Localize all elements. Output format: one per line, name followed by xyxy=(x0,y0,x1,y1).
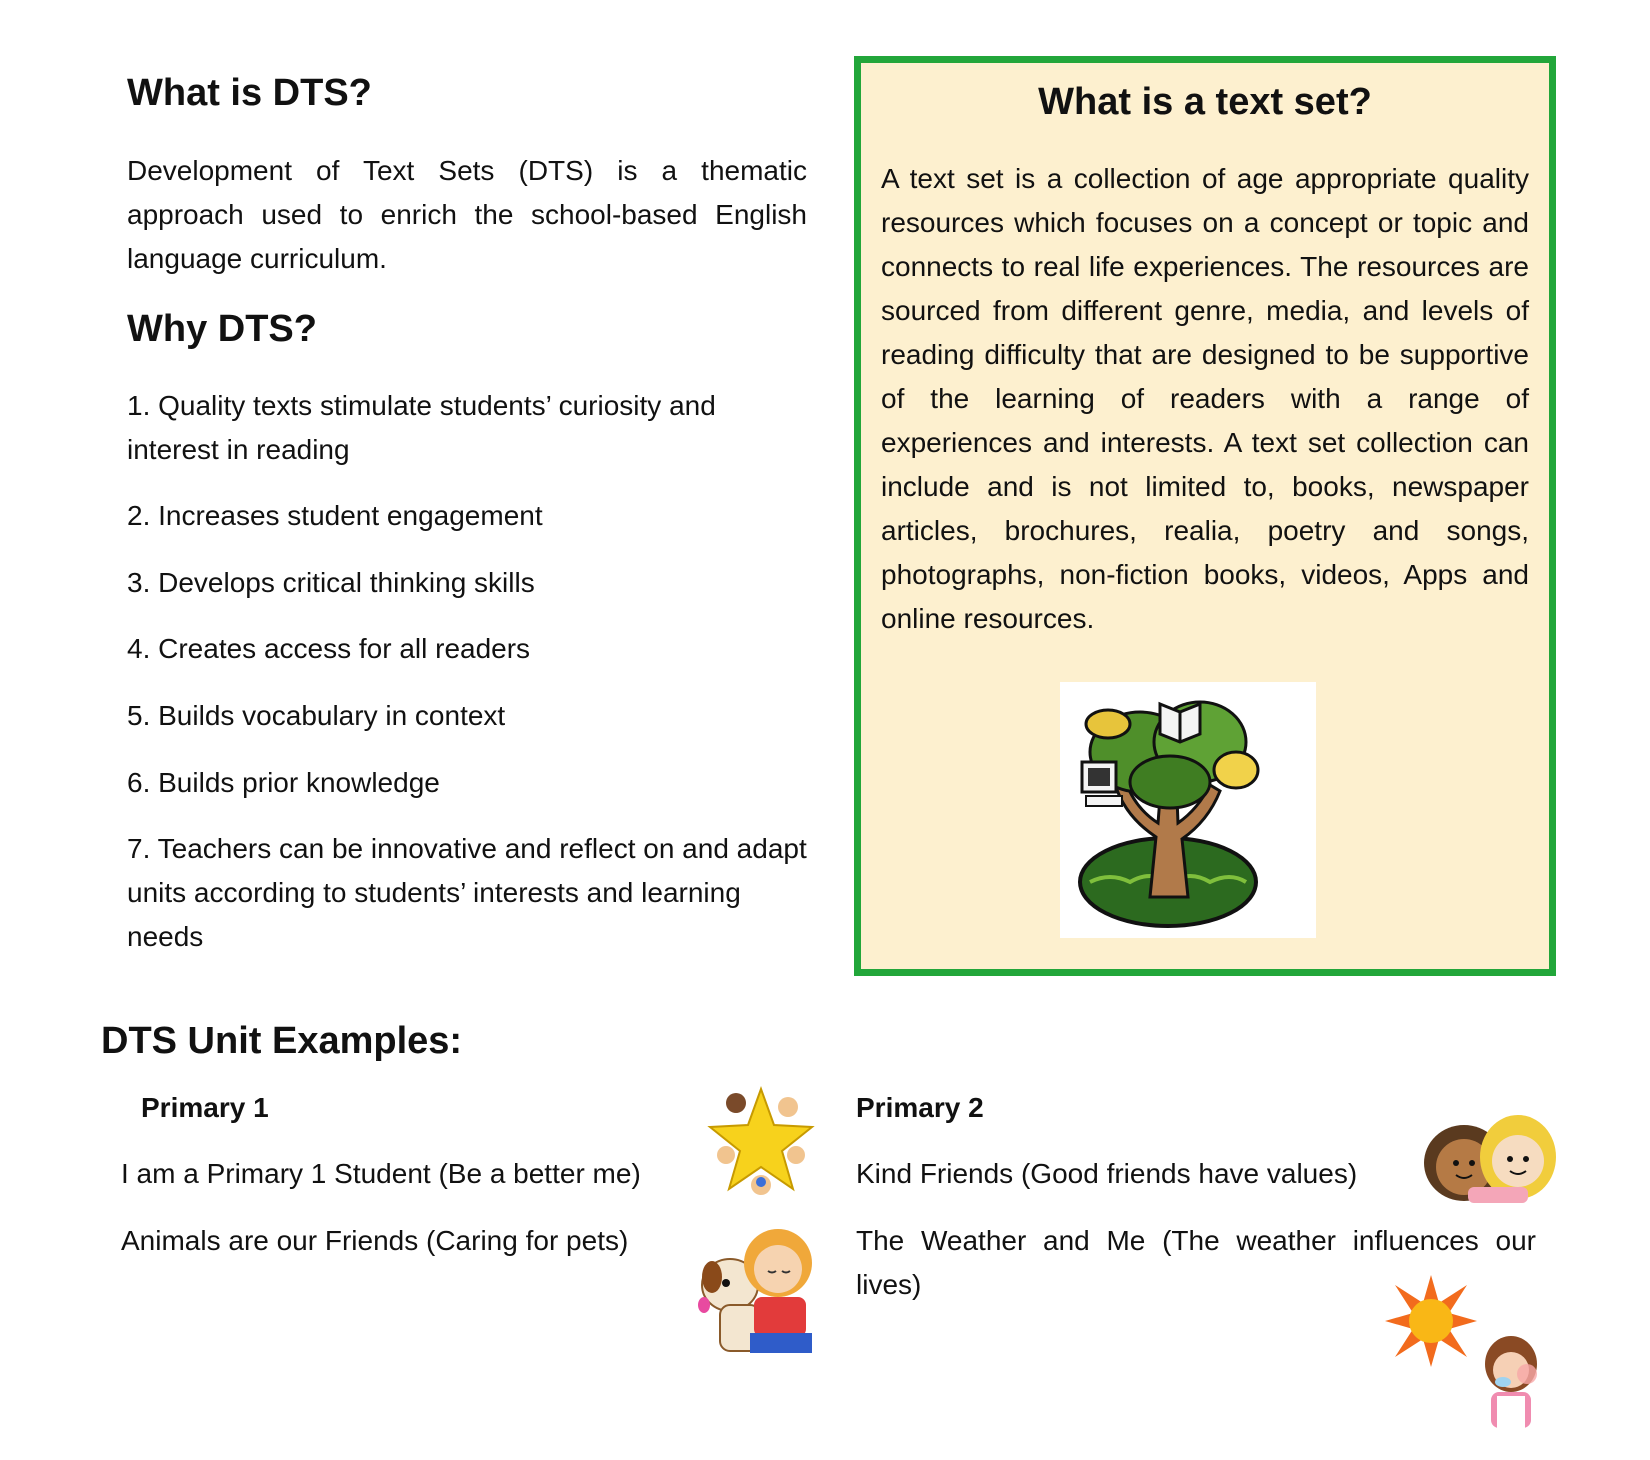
friends-clipart xyxy=(1418,1115,1558,1203)
text-set-body: A text set is a collection of age appropriate quality resources which focuses on a concept or topic and connects to real life experiences. The resources are sourced from different genre, media, and levels of reading difficulty that are designed to be supportive of the learning of readers with a range of experiences and interests. A text set collection can include and is not limited to, books, newspaper articles, brochures, realia, poetry and songs, photographs, non-fiction books, videos, Apps and online resources. xyxy=(881,163,1529,634)
primary1-unit-1: I am a Primary 1 Student (Be a better me) xyxy=(121,1158,641,1189)
star-icon xyxy=(706,1085,816,1200)
tree-icon xyxy=(1060,682,1316,938)
primary1-label: Primary 1 xyxy=(141,1092,269,1123)
why-dts-item-5: 5. Builds vocabulary in context xyxy=(127,700,506,731)
primary2-unit-1: Kind Friends (Good friends have values) xyxy=(856,1158,1358,1189)
why-dts-item-3: 3. Develops critical thinking skills xyxy=(127,567,535,598)
dog-hug-icon xyxy=(690,1225,816,1355)
girl-dog-clipart xyxy=(690,1225,816,1355)
unit-examples-heading: DTS Unit Examples: xyxy=(101,1020,463,1062)
what-is-dts-heading: What is DTS? xyxy=(127,72,372,114)
sun-clipart xyxy=(1383,1273,1479,1369)
why-dts-item-2: 2. Increases student engagement xyxy=(127,500,543,531)
text-set-heading: What is a text set? xyxy=(1038,81,1372,123)
primary1-unit-2: Animals are our Friends (Caring for pets) xyxy=(121,1225,629,1256)
why-dts-item-1: 1. Quality texts stimulate students’ curiosity and interest in reading xyxy=(127,390,716,465)
text-set-box xyxy=(854,56,1556,976)
girl-icon xyxy=(1475,1334,1545,1434)
why-dts-item-7: 7. Teachers can be innovative and reflect on and adapt units according to students’ interests and learning needs xyxy=(127,833,807,952)
primary2-label: Primary 2 xyxy=(856,1092,984,1123)
why-dts-item-4: 4. Creates access for all readers xyxy=(127,633,531,664)
sun-icon xyxy=(1383,1273,1479,1369)
why-dts-item-6: 6. Builds prior knowledge xyxy=(127,767,440,798)
star-kids-clipart xyxy=(706,1085,816,1200)
why-dts-heading: Why DTS? xyxy=(127,308,317,350)
what-is-dts-body: Development of Text Sets (DTS) is a thematic approach used to enrich the school-based English language curriculum. xyxy=(127,155,807,274)
book-tree-illustration xyxy=(1060,682,1316,938)
friends-icon xyxy=(1418,1115,1558,1203)
primary2-unit-2: The Weather and Me (The weather influences our lives) xyxy=(856,1225,1536,1300)
weather-girl-clipart xyxy=(1475,1334,1545,1434)
